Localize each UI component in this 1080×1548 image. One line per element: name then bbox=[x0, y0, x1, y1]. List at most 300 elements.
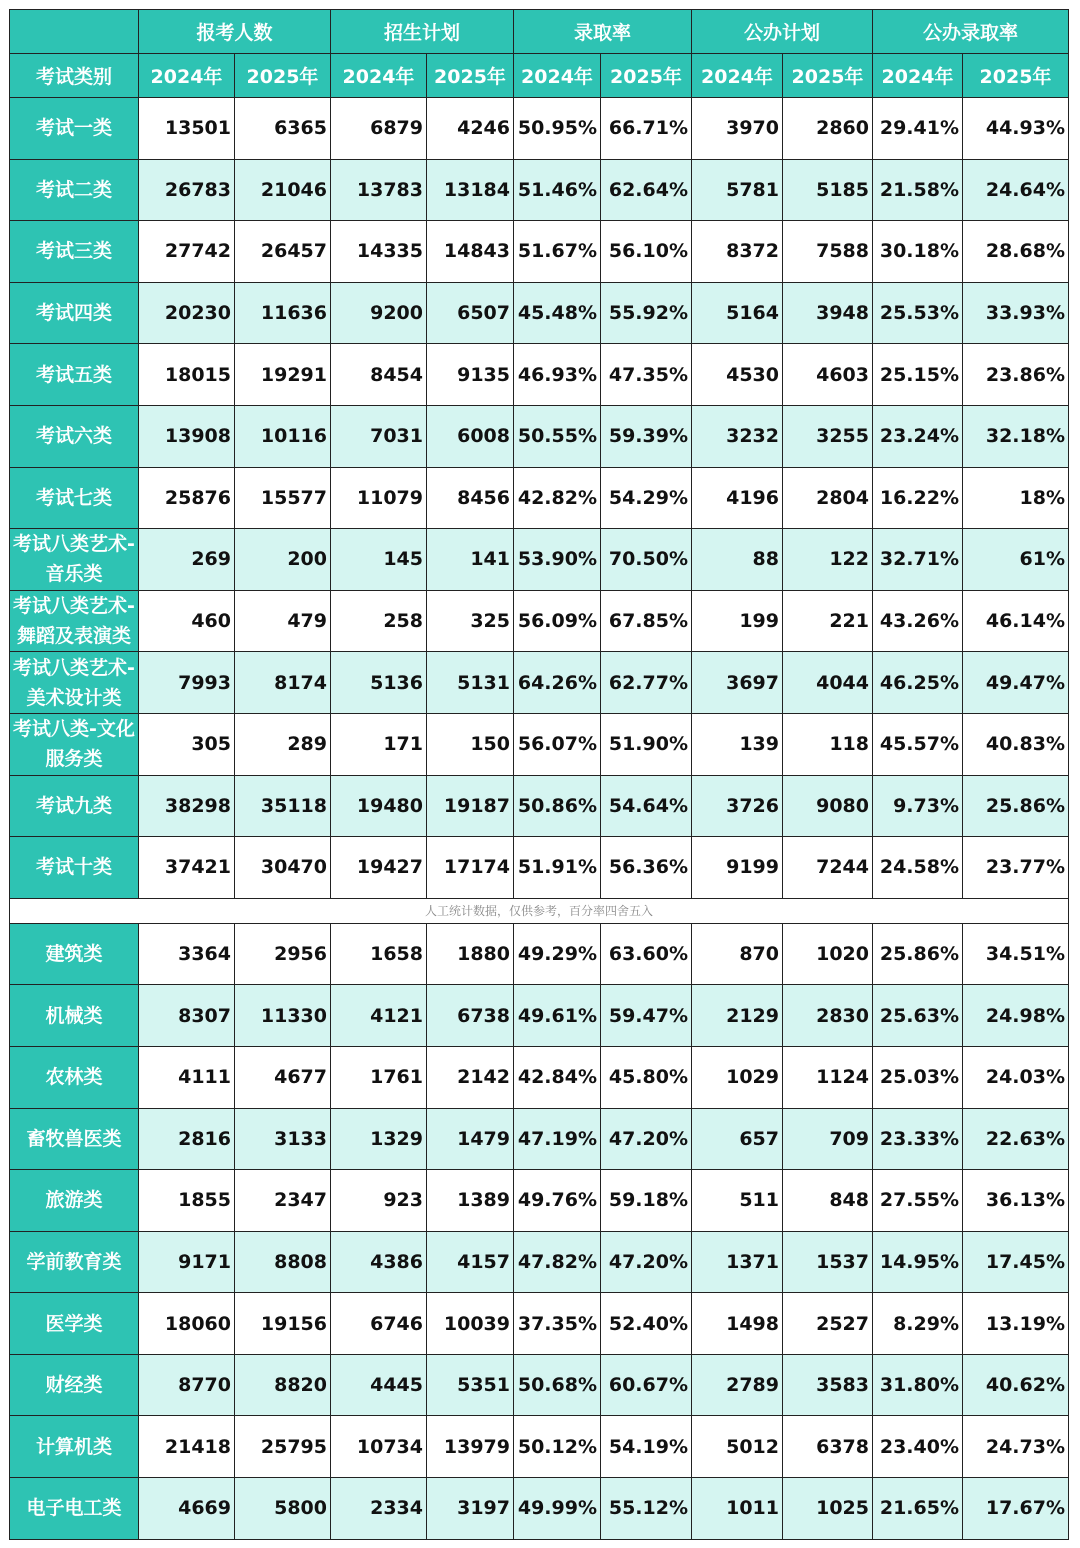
admission-stats-table bbox=[9, 9, 1069, 1540]
specialty-category-section bbox=[10, 923, 1069, 1539]
group-header-public-admission-rate: 公办录取率 bbox=[873, 10, 1069, 54]
table-cell: 6507 bbox=[427, 282, 514, 344]
table-row bbox=[10, 713, 1069, 775]
table-cell: 2860 bbox=[783, 98, 873, 160]
table-cell: 42.82% bbox=[514, 467, 601, 529]
group-header-public-plan: 公办计划 bbox=[692, 10, 873, 54]
category-name: 考试五类 bbox=[10, 344, 139, 406]
table-cell: 21.58% bbox=[873, 159, 963, 221]
table-cell: 55.12% bbox=[601, 1478, 692, 1540]
table-cell: 7031 bbox=[331, 405, 427, 467]
table-cell: 45.48% bbox=[514, 282, 601, 344]
table-cell: 8372 bbox=[692, 221, 783, 283]
table-cell: 46.14% bbox=[963, 590, 1069, 652]
table-row bbox=[10, 1108, 1069, 1170]
table-cell: 3133 bbox=[235, 1108, 331, 1170]
table-cell: 19427 bbox=[331, 837, 427, 899]
category-name: 考试三类 bbox=[10, 221, 139, 283]
table-cell: 30.18% bbox=[873, 221, 963, 283]
category-name: 畜牧兽医类 bbox=[10, 1108, 139, 1170]
table-cell: 4669 bbox=[139, 1478, 235, 1540]
table-cell: 479 bbox=[235, 590, 331, 652]
table-cell: 4157 bbox=[427, 1231, 514, 1293]
table-row bbox=[10, 590, 1069, 652]
note-row bbox=[10, 898, 1069, 923]
table-cell: 2347 bbox=[235, 1170, 331, 1232]
table-cell: 23.33% bbox=[873, 1108, 963, 1170]
table-cell: 50.12% bbox=[514, 1416, 601, 1478]
year-header: 2024年 bbox=[139, 54, 235, 98]
table-cell: 2527 bbox=[783, 1293, 873, 1355]
table-cell: 18% bbox=[963, 467, 1069, 529]
table-cell: 17.67% bbox=[963, 1478, 1069, 1540]
table-cell: 3583 bbox=[783, 1354, 873, 1416]
table-cell: 1329 bbox=[331, 1108, 427, 1170]
table-cell: 19291 bbox=[235, 344, 331, 406]
table-cell: 9.73% bbox=[873, 775, 963, 837]
table-cell: 7588 bbox=[783, 221, 873, 283]
table-cell: 657 bbox=[692, 1108, 783, 1170]
category-name: 旅游类 bbox=[10, 1170, 139, 1232]
table-cell: 30470 bbox=[235, 837, 331, 899]
table-cell: 53.90% bbox=[514, 529, 601, 591]
table-cell: 1371 bbox=[692, 1231, 783, 1293]
table-cell: 64.26% bbox=[514, 652, 601, 714]
table-cell: 25795 bbox=[235, 1416, 331, 1478]
table-cell: 1020 bbox=[783, 923, 873, 985]
table-cell: 5012 bbox=[692, 1416, 783, 1478]
table-cell: 8174 bbox=[235, 652, 331, 714]
table-cell: 460 bbox=[139, 590, 235, 652]
table-row bbox=[10, 1231, 1069, 1293]
table-cell: 1389 bbox=[427, 1170, 514, 1232]
table-cell: 4111 bbox=[139, 1046, 235, 1108]
table-cell: 63.60% bbox=[601, 923, 692, 985]
table-cell: 2956 bbox=[235, 923, 331, 985]
table-cell: 8770 bbox=[139, 1354, 235, 1416]
table-row bbox=[10, 775, 1069, 837]
table-cell: 7993 bbox=[139, 652, 235, 714]
table-cell: 20230 bbox=[139, 282, 235, 344]
table-cell: 1537 bbox=[783, 1231, 873, 1293]
category-name: 考试八类-文化服务类 bbox=[10, 713, 139, 775]
table-cell: 51.90% bbox=[601, 713, 692, 775]
table-cell: 44.93% bbox=[963, 98, 1069, 160]
table-cell: 3197 bbox=[427, 1478, 514, 1540]
table-cell: 67.85% bbox=[601, 590, 692, 652]
year-header: 2025年 bbox=[783, 54, 873, 98]
table-cell: 62.77% bbox=[601, 652, 692, 714]
table-cell: 9080 bbox=[783, 775, 873, 837]
table-cell: 54.64% bbox=[601, 775, 692, 837]
table-cell: 8808 bbox=[235, 1231, 331, 1293]
table-cell: 2789 bbox=[692, 1354, 783, 1416]
table-row bbox=[10, 1416, 1069, 1478]
table-cell: 1855 bbox=[139, 1170, 235, 1232]
table-cell: 3255 bbox=[783, 405, 873, 467]
table-row bbox=[10, 282, 1069, 344]
corner-blank-cell bbox=[10, 10, 139, 54]
category-name: 考试十类 bbox=[10, 837, 139, 899]
category-name: 机械类 bbox=[10, 985, 139, 1047]
category-name: 学前教育类 bbox=[10, 1231, 139, 1293]
table-cell: 5800 bbox=[235, 1478, 331, 1540]
table-cell: 59.47% bbox=[601, 985, 692, 1047]
statistics-note: 人工统计数据，仅供参考，百分率四舍五入 bbox=[10, 898, 1069, 923]
table-cell: 7244 bbox=[783, 837, 873, 899]
table-cell: 3697 bbox=[692, 652, 783, 714]
category-name: 医学类 bbox=[10, 1293, 139, 1355]
table-cell: 50.86% bbox=[514, 775, 601, 837]
table-row bbox=[10, 221, 1069, 283]
table-cell: 3726 bbox=[692, 775, 783, 837]
table-cell: 13501 bbox=[139, 98, 235, 160]
table-cell: 10734 bbox=[331, 1416, 427, 1478]
table-cell: 6879 bbox=[331, 98, 427, 160]
category-name: 考试八类艺术-音乐类 bbox=[10, 529, 139, 591]
table-cell: 199 bbox=[692, 590, 783, 652]
table-cell: 18015 bbox=[139, 344, 235, 406]
table-cell: 31.80% bbox=[873, 1354, 963, 1416]
table-row bbox=[10, 985, 1069, 1047]
table-cell: 1498 bbox=[692, 1293, 783, 1355]
table-cell: 870 bbox=[692, 923, 783, 985]
table-cell: 118 bbox=[783, 713, 873, 775]
table-cell: 4445 bbox=[331, 1354, 427, 1416]
table-cell: 19480 bbox=[331, 775, 427, 837]
table-cell: 49.29% bbox=[514, 923, 601, 985]
table-cell: 49.47% bbox=[963, 652, 1069, 714]
table-cell: 47.19% bbox=[514, 1108, 601, 1170]
note-section bbox=[10, 898, 1069, 923]
table-cell: 6008 bbox=[427, 405, 514, 467]
table-cell: 9171 bbox=[139, 1231, 235, 1293]
table-cell: 4386 bbox=[331, 1231, 427, 1293]
category-name: 农林类 bbox=[10, 1046, 139, 1108]
table-cell: 122 bbox=[783, 529, 873, 591]
table-cell: 11330 bbox=[235, 985, 331, 1047]
table-cell: 21418 bbox=[139, 1416, 235, 1478]
table-cell: 25.53% bbox=[873, 282, 963, 344]
table-cell: 54.29% bbox=[601, 467, 692, 529]
table-cell: 4121 bbox=[331, 985, 427, 1047]
table-cell: 2804 bbox=[783, 467, 873, 529]
table-cell: 51.46% bbox=[514, 159, 601, 221]
table-row bbox=[10, 98, 1069, 160]
category-name: 电子电工类 bbox=[10, 1478, 139, 1540]
table-cell: 50.95% bbox=[514, 98, 601, 160]
table-cell: 13979 bbox=[427, 1416, 514, 1478]
group-header-applicants: 报考人数 bbox=[139, 10, 331, 54]
table-cell: 49.61% bbox=[514, 985, 601, 1047]
table-cell: 2816 bbox=[139, 1108, 235, 1170]
category-name: 财经类 bbox=[10, 1354, 139, 1416]
table-cell: 33.93% bbox=[963, 282, 1069, 344]
table-cell: 24.03% bbox=[963, 1046, 1069, 1108]
table-cell: 221 bbox=[783, 590, 873, 652]
table-cell: 17174 bbox=[427, 837, 514, 899]
table-cell: 5131 bbox=[427, 652, 514, 714]
table-cell: 18060 bbox=[139, 1293, 235, 1355]
table-cell: 32.18% bbox=[963, 405, 1069, 467]
table-cell: 47.82% bbox=[514, 1231, 601, 1293]
corner-label: 考试类别 bbox=[10, 54, 139, 98]
table-cell: 5185 bbox=[783, 159, 873, 221]
table-cell: 59.18% bbox=[601, 1170, 692, 1232]
table-row bbox=[10, 405, 1069, 467]
table-cell: 19156 bbox=[235, 1293, 331, 1355]
table-cell: 54.19% bbox=[601, 1416, 692, 1478]
table-cell: 8456 bbox=[427, 467, 514, 529]
table-cell: 145 bbox=[331, 529, 427, 591]
table-cell: 4246 bbox=[427, 98, 514, 160]
table-row bbox=[10, 1046, 1069, 1108]
table-cell: 305 bbox=[139, 713, 235, 775]
table-cell: 28.68% bbox=[963, 221, 1069, 283]
table-cell: 3364 bbox=[139, 923, 235, 985]
category-name: 计算机类 bbox=[10, 1416, 139, 1478]
table-cell: 37.35% bbox=[514, 1293, 601, 1355]
table-cell: 1880 bbox=[427, 923, 514, 985]
table-row bbox=[10, 1354, 1069, 1416]
table-cell: 19187 bbox=[427, 775, 514, 837]
table-cell: 16.22% bbox=[873, 467, 963, 529]
category-name: 考试二类 bbox=[10, 159, 139, 221]
table-cell: 9200 bbox=[331, 282, 427, 344]
table-cell: 56.07% bbox=[514, 713, 601, 775]
table-cell: 11636 bbox=[235, 282, 331, 344]
table-cell: 9135 bbox=[427, 344, 514, 406]
table-cell: 25876 bbox=[139, 467, 235, 529]
year-header: 2024年 bbox=[692, 54, 783, 98]
table-cell: 10116 bbox=[235, 405, 331, 467]
table-cell: 45.57% bbox=[873, 713, 963, 775]
table-cell: 14843 bbox=[427, 221, 514, 283]
table-cell: 1124 bbox=[783, 1046, 873, 1108]
table-cell: 150 bbox=[427, 713, 514, 775]
table-cell: 26457 bbox=[235, 221, 331, 283]
table-cell: 27742 bbox=[139, 221, 235, 283]
table-cell: 3970 bbox=[692, 98, 783, 160]
table-cell: 23.77% bbox=[963, 837, 1069, 899]
table-cell: 1029 bbox=[692, 1046, 783, 1108]
year-header: 2025年 bbox=[601, 54, 692, 98]
table-row bbox=[10, 344, 1069, 406]
table-cell: 14.95% bbox=[873, 1231, 963, 1293]
table-cell: 34.51% bbox=[963, 923, 1069, 985]
table-cell: 40.83% bbox=[963, 713, 1069, 775]
table-cell: 60.67% bbox=[601, 1354, 692, 1416]
table-cell: 25.63% bbox=[873, 985, 963, 1047]
table-cell: 66.71% bbox=[601, 98, 692, 160]
table-cell: 23.86% bbox=[963, 344, 1069, 406]
table-cell: 5136 bbox=[331, 652, 427, 714]
table-row bbox=[10, 467, 1069, 529]
table-cell: 3232 bbox=[692, 405, 783, 467]
table-cell: 3948 bbox=[783, 282, 873, 344]
table-cell: 1479 bbox=[427, 1108, 514, 1170]
table-cell: 24.73% bbox=[963, 1416, 1069, 1478]
year-header: 2025年 bbox=[963, 54, 1069, 98]
table-cell: 139 bbox=[692, 713, 783, 775]
table-cell: 8.29% bbox=[873, 1293, 963, 1355]
table-cell: 23.24% bbox=[873, 405, 963, 467]
category-name: 建筑类 bbox=[10, 923, 139, 985]
table-cell: 51.67% bbox=[514, 221, 601, 283]
table-cell: 22.63% bbox=[963, 1108, 1069, 1170]
table-cell: 8454 bbox=[331, 344, 427, 406]
year-header: 2024年 bbox=[514, 54, 601, 98]
table-cell: 6738 bbox=[427, 985, 514, 1047]
group-header-admission-rate: 录取率 bbox=[514, 10, 692, 54]
table-cell: 14335 bbox=[331, 221, 427, 283]
table-cell: 6365 bbox=[235, 98, 331, 160]
table-cell: 56.09% bbox=[514, 590, 601, 652]
table-cell: 55.92% bbox=[601, 282, 692, 344]
group-header-enrollment-plan: 招生计划 bbox=[331, 10, 514, 54]
table-row bbox=[10, 159, 1069, 221]
table-cell: 23.40% bbox=[873, 1416, 963, 1478]
table-cell: 4196 bbox=[692, 467, 783, 529]
table-cell: 2142 bbox=[427, 1046, 514, 1108]
table-cell: 24.98% bbox=[963, 985, 1069, 1047]
table-cell: 43.26% bbox=[873, 590, 963, 652]
table-row bbox=[10, 1170, 1069, 1232]
table-cell: 4603 bbox=[783, 344, 873, 406]
table-cell: 6746 bbox=[331, 1293, 427, 1355]
table-cell: 47.20% bbox=[601, 1231, 692, 1293]
table-cell: 25.86% bbox=[963, 775, 1069, 837]
table-cell: 25.15% bbox=[873, 344, 963, 406]
table-cell: 52.40% bbox=[601, 1293, 692, 1355]
table-cell: 50.55% bbox=[514, 405, 601, 467]
table-cell: 51.91% bbox=[514, 837, 601, 899]
table-row bbox=[10, 1478, 1069, 1540]
table-cell: 511 bbox=[692, 1170, 783, 1232]
table-cell: 4677 bbox=[235, 1046, 331, 1108]
table-cell: 5164 bbox=[692, 282, 783, 344]
table-cell: 26783 bbox=[139, 159, 235, 221]
table-cell: 4530 bbox=[692, 344, 783, 406]
table-cell: 46.93% bbox=[514, 344, 601, 406]
table-cell: 42.84% bbox=[514, 1046, 601, 1108]
category-name: 考试一类 bbox=[10, 98, 139, 160]
table-cell: 13184 bbox=[427, 159, 514, 221]
table-cell: 5351 bbox=[427, 1354, 514, 1416]
table-cell: 25.86% bbox=[873, 923, 963, 985]
exam-category-section bbox=[10, 98, 1069, 899]
table-row bbox=[10, 529, 1069, 591]
category-name: 考试四类 bbox=[10, 282, 139, 344]
table-row bbox=[10, 652, 1069, 714]
table-cell: 13.19% bbox=[963, 1293, 1069, 1355]
table-cell: 38298 bbox=[139, 775, 235, 837]
table-cell: 5781 bbox=[692, 159, 783, 221]
table-cell: 24.58% bbox=[873, 837, 963, 899]
table-cell: 269 bbox=[139, 529, 235, 591]
table-cell: 1761 bbox=[331, 1046, 427, 1108]
table-cell: 36.13% bbox=[963, 1170, 1069, 1232]
table-cell: 70.50% bbox=[601, 529, 692, 591]
table-cell: 13783 bbox=[331, 159, 427, 221]
table-cell: 46.25% bbox=[873, 652, 963, 714]
table-cell: 325 bbox=[427, 590, 514, 652]
table-cell: 258 bbox=[331, 590, 427, 652]
table-cell: 15577 bbox=[235, 467, 331, 529]
table-cell: 88 bbox=[692, 529, 783, 591]
table-cell: 62.64% bbox=[601, 159, 692, 221]
table-cell: 49.99% bbox=[514, 1478, 601, 1540]
table-cell: 1011 bbox=[692, 1478, 783, 1540]
table-cell: 50.68% bbox=[514, 1354, 601, 1416]
table-cell: 848 bbox=[783, 1170, 873, 1232]
year-header-row bbox=[10, 54, 1069, 98]
table-row bbox=[10, 837, 1069, 899]
year-header: 2024年 bbox=[331, 54, 427, 98]
table-cell: 2830 bbox=[783, 985, 873, 1047]
table-cell: 29.41% bbox=[873, 98, 963, 160]
table-cell: 61% bbox=[963, 529, 1069, 591]
table-cell: 200 bbox=[235, 529, 331, 591]
table-row bbox=[10, 923, 1069, 985]
group-header-row bbox=[10, 10, 1069, 54]
table-cell: 709 bbox=[783, 1108, 873, 1170]
table-cell: 25.03% bbox=[873, 1046, 963, 1108]
table-cell: 56.36% bbox=[601, 837, 692, 899]
category-name: 考试七类 bbox=[10, 467, 139, 529]
table-cell: 35118 bbox=[235, 775, 331, 837]
table-cell: 24.64% bbox=[963, 159, 1069, 221]
table-cell: 171 bbox=[331, 713, 427, 775]
table-cell: 13908 bbox=[139, 405, 235, 467]
admission-stats-table-wrapper bbox=[9, 9, 1069, 1540]
table-cell: 1025 bbox=[783, 1478, 873, 1540]
category-name: 考试八类艺术-美术设计类 bbox=[10, 652, 139, 714]
table-cell: 289 bbox=[235, 713, 331, 775]
table-cell: 49.76% bbox=[514, 1170, 601, 1232]
table-cell: 8307 bbox=[139, 985, 235, 1047]
table-cell: 8820 bbox=[235, 1354, 331, 1416]
table-cell: 1658 bbox=[331, 923, 427, 985]
table-cell: 27.55% bbox=[873, 1170, 963, 1232]
category-name: 考试八类艺术-舞蹈及表演类 bbox=[10, 590, 139, 652]
table-cell: 11079 bbox=[331, 467, 427, 529]
table-cell: 59.39% bbox=[601, 405, 692, 467]
table-cell: 40.62% bbox=[963, 1354, 1069, 1416]
table-cell: 10039 bbox=[427, 1293, 514, 1355]
table-cell: 21046 bbox=[235, 159, 331, 221]
table-cell: 2129 bbox=[692, 985, 783, 1047]
year-header: 2024年 bbox=[873, 54, 963, 98]
year-header: 2025年 bbox=[427, 54, 514, 98]
table-cell: 47.35% bbox=[601, 344, 692, 406]
table-cell: 4044 bbox=[783, 652, 873, 714]
year-header: 2025年 bbox=[235, 54, 331, 98]
table-cell: 56.10% bbox=[601, 221, 692, 283]
table-cell: 9199 bbox=[692, 837, 783, 899]
category-name: 考试六类 bbox=[10, 405, 139, 467]
table-cell: 37421 bbox=[139, 837, 235, 899]
table-cell: 17.45% bbox=[963, 1231, 1069, 1293]
table-cell: 141 bbox=[427, 529, 514, 591]
table-cell: 45.80% bbox=[601, 1046, 692, 1108]
category-name: 考试九类 bbox=[10, 775, 139, 837]
table-cell: 47.20% bbox=[601, 1108, 692, 1170]
table-cell: 923 bbox=[331, 1170, 427, 1232]
table-cell: 32.71% bbox=[873, 529, 963, 591]
table-cell: 2334 bbox=[331, 1478, 427, 1540]
table-cell: 6378 bbox=[783, 1416, 873, 1478]
